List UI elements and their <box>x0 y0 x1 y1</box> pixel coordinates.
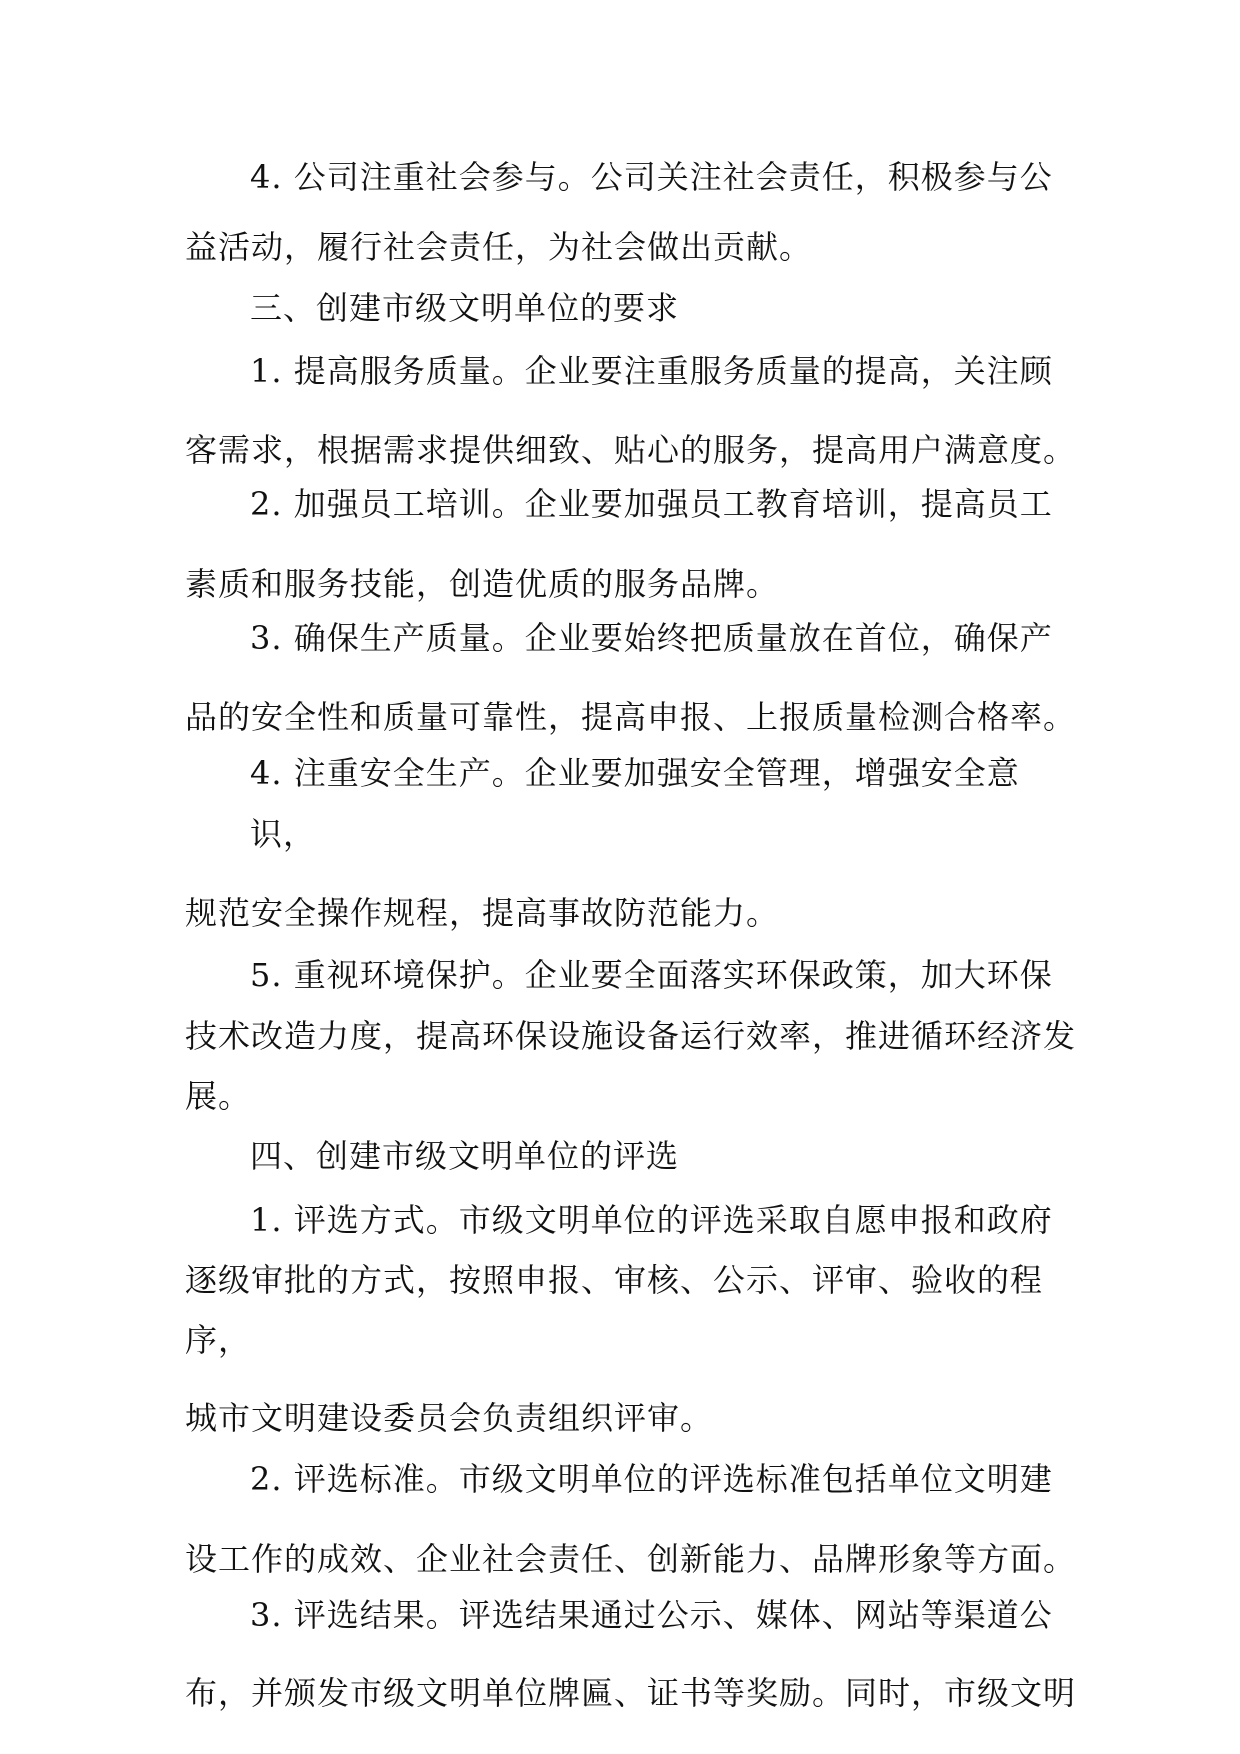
paragraph-line: 2. 加强员工培训。企业要加强员工教育培训，提高员工 <box>250 485 1053 523</box>
paragraph-line: 序， <box>185 1321 252 1359</box>
paragraph-line: 识， <box>250 815 317 853</box>
paragraph-line: 1. 提高服务质量。企业要注重服务质量的提高，关注顾 <box>250 352 1053 390</box>
paragraph-line: 素质和服务技能，创造优质的服务品牌。 <box>185 565 780 603</box>
paragraph-line: 4. 公司注重社会参与。公司关注社会责任，积极参与公 <box>250 158 1053 196</box>
paragraph-line: 品的安全性和质量可靠性，提高申报、上报质量检测合格率。 <box>185 698 1077 736</box>
paragraph-line: 3. 评选结果。评选结果通过公示、媒体、网站等渠道公 <box>250 1596 1053 1634</box>
paragraph-line: 益活动，履行社会责任，为社会做出贡献。 <box>185 228 813 266</box>
section-heading: 四、创建市级文明单位的评选 <box>250 1137 680 1175</box>
section-heading: 三、创建市级文明单位的要求 <box>250 289 680 327</box>
paragraph-line: 规范安全操作规程，提高事故防范能力。 <box>185 894 780 932</box>
paragraph-line: 3. 确保生产质量。企业要始终把质量放在首位，确保产 <box>250 619 1053 657</box>
paragraph-line: 城市文明建设委员会负责组织评审。 <box>185 1399 714 1437</box>
paragraph-line: 逐级审批的方式，按照申报、审核、公示、评审、验收的程 <box>185 1261 1044 1299</box>
paragraph-line: 2. 评选标准。市级文明单位的评选标准包括单位文明建 <box>250 1460 1053 1498</box>
paragraph-line: 1. 评选方式。市级文明单位的评选采取自愿申报和政府 <box>250 1201 1053 1239</box>
paragraph-line: 客需求，根据需求提供细致、贴心的服务，提高用户满意度。 <box>185 431 1077 469</box>
paragraph-line: 5. 重视环境保护。企业要全面落实环保政策，加大环保 <box>250 956 1053 994</box>
paragraph-line: 展。 <box>185 1077 252 1115</box>
paragraph-line: 布，并颁发市级文明单位牌匾、证书等奖励。同时，市级文明 <box>185 1674 1077 1712</box>
paragraph-line: 设工作的成效、企业社会责任、创新能力、品牌形象等方面。 <box>185 1540 1077 1578</box>
paragraph-line: 技术改造力度，提高环保设施设备运行效率，推进循环经济发 <box>185 1017 1077 1055</box>
paragraph-line: 4. 注重安全生产。企业要加强安全管理，增强安全意 <box>250 754 1020 792</box>
